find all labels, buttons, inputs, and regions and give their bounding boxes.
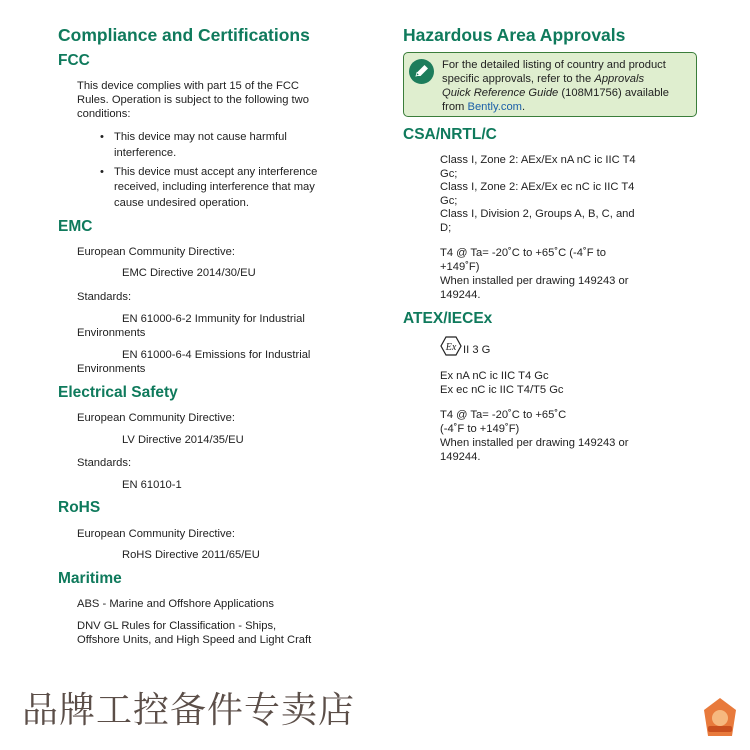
atex-line: 149244. [440,451,481,463]
csa-heading: CSA/NRTL/C [403,126,497,143]
pencil-icon [409,59,434,84]
maritime-line: Offshore Units, and High Speed and Light Craft [77,634,312,646]
emc-standard-2-cont: Environments [77,363,146,375]
compliance-title: Compliance and Certifications [58,25,310,45]
maritime-line: ABS - Marine and Offshore Applications [77,598,274,610]
atex-line: (-4˚F to +149˚F) [440,423,520,435]
atex-line: Ex nA nC ic IIC T4 Gc [440,370,549,382]
csa-line: Class I, Division 2, Groups A, B, C, and [440,208,635,220]
csa-line: T4 @ Ta= -20˚C to +65˚C (-4˚F to [440,247,606,259]
rohs-directive: RoHS Directive 2011/65/EU [122,549,260,561]
emc-standard-2: EN 61000-6-4 Emissions for Industrial [122,349,311,361]
emc-standard-1-cont: Environments [77,327,146,339]
fcc-intro-line: Rules. Operation is subject to the following two [77,94,309,106]
csa-line: When installed per drawing 149243 or [440,275,629,287]
csa-line: Class I, Zone 2: AEx/Ex ec nC ic IIC T4 [440,181,635,193]
rohs-directive-label: European Community Directive: [77,528,235,540]
note-box [403,52,697,117]
electrical-directive-label: European Community Directive: [77,412,235,424]
csa-line: D; [440,222,452,234]
csa-line: +149˚F) [440,261,480,273]
electrical-directive: LV Directive 2014/35/EU [122,434,244,446]
fcc-heading: FCC [58,52,90,69]
rohs-heading: RoHS [58,499,101,516]
atex-line: Ex ec nC ic IIC T4/T5 Gc [440,384,564,396]
fcc-bullet-2: • This device must accept any interference [114,165,317,179]
fcc-intro-line: This device complies with part 15 of the FCC [77,80,299,92]
emc-heading: EMC [58,218,93,235]
csa-line: Gc; [440,168,458,180]
electrical-safety-heading: Electrical Safety [58,384,178,401]
fcc-intro-line: conditions: [77,108,131,120]
emc-standards-label: Standards: [77,291,132,303]
fcc-bullet-2-cont: received, including interference that may [114,181,315,193]
fcc-bullet-2-cont: cause undesired operation. [114,197,249,209]
csa-line: Class I, Zone 2: AEx/Ex nA nC ic IIC T4 [440,154,636,166]
svg-text:Ex: Ex [445,342,457,353]
atex-line: T4 @ Ta= -20˚C to +65˚C [440,409,567,421]
note-text: For the detailed listing of country and product specific approvals, refer to the Approvals Quick Reference Guide (108M1756) available from Bently.com. [442,59,669,113]
electrical-standard: EN 61010-1 [122,479,182,491]
emc-standard-1: EN 61000-6-2 Immunity for Industrial [122,313,305,325]
shop-badge-icon [700,696,740,740]
atex-group: II 3 G [463,344,491,356]
atex-heading: ATEX/IECEx [403,310,493,327]
fcc-bullet-1: • This device may not cause harmful [114,130,287,144]
csa-line: 149244. [440,289,481,301]
fcc-bullet-1-cont: interference. [114,147,177,159]
maritime-line: DNV GL Rules for Classification - Ships, [77,620,277,632]
csa-line: Gc; [440,195,458,207]
maritime-heading: Maritime [58,570,122,587]
bently-link[interactable]: Bently.com [467,101,522,113]
emc-directive-label: European Community Directive: [77,246,235,258]
electrical-standards-label: Standards: [77,457,132,469]
hazardous-area-title: Hazardous Area Approvals [403,25,626,45]
emc-directive: EMC Directive 2014/30/EU [122,267,256,279]
atex-line: When installed per drawing 149243 or [440,437,629,449]
ex-hexagon-icon [440,336,462,356]
store-watermark: 品牌工控备件专卖店 [22,690,356,731]
